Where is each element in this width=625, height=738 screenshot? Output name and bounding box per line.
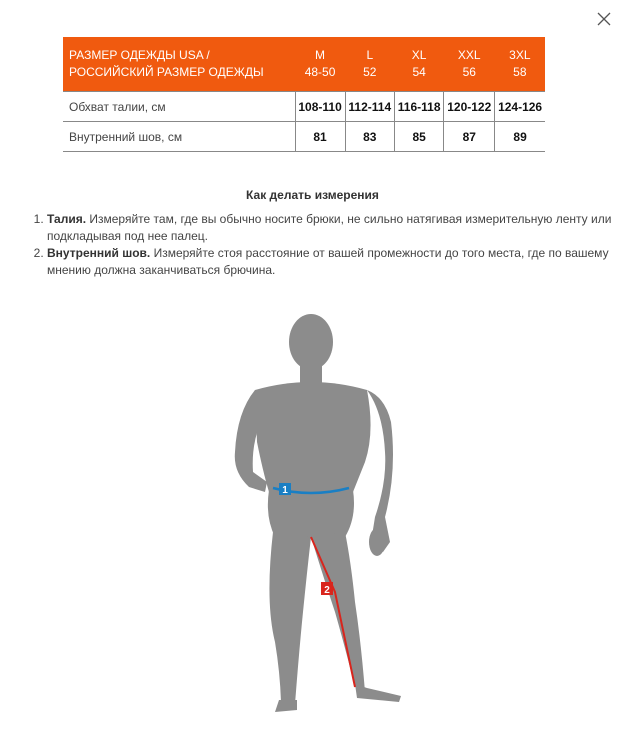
- header-label-line2: РОССИЙСКИЙ РАЗМЕР ОДЕЖДЫ: [69, 65, 264, 79]
- list-item: [47, 211, 625, 245]
- measure-steps: [34, 211, 625, 279]
- step-term: Внутренний шов.: [47, 246, 151, 260]
- size-ru: 58: [513, 65, 527, 79]
- header-label: [63, 37, 295, 92]
- table-cell: 85: [394, 122, 443, 152]
- row-label: Обхват талии, см: [63, 92, 295, 122]
- size-us: XXL: [457, 48, 481, 62]
- inseam-marker-label: 2: [324, 585, 330, 596]
- size-us: M: [315, 48, 326, 62]
- size-col-l: [345, 37, 394, 92]
- table-cell: 89: [495, 122, 545, 152]
- table-cell: 112-114: [345, 92, 394, 122]
- table-cell: 124-126: [495, 92, 545, 122]
- table-row-inseam: [63, 122, 545, 152]
- size-ru: 54: [412, 65, 426, 79]
- size-us: L: [366, 48, 374, 62]
- waist-marker-label: 1: [282, 485, 288, 496]
- size-us: XL: [411, 48, 427, 62]
- size-col-3xl: [495, 37, 545, 92]
- table-cell: 108-110: [295, 92, 345, 122]
- size-us: 3XL: [509, 48, 531, 62]
- row-label: Внутренний шов, см: [63, 122, 295, 152]
- size-ru: 56: [462, 65, 476, 79]
- list-item: [47, 245, 625, 279]
- table-cell: 120-122: [444, 92, 495, 122]
- size-table: [63, 37, 545, 152]
- size-col-m: [295, 37, 345, 92]
- table-cell: 81: [295, 122, 345, 152]
- table-cell: 87: [444, 122, 495, 152]
- table-cell: 83: [345, 122, 394, 152]
- size-col-xl: [394, 37, 443, 92]
- table-row-waist: [63, 92, 545, 122]
- header-label-line1: РАЗМЕР ОДЕЖДЫ USA /: [69, 48, 210, 62]
- size-table-header: [63, 37, 545, 92]
- body-measurement-figure: [215, 312, 415, 717]
- close-button[interactable]: [595, 10, 613, 28]
- table-cell: 116-118: [394, 92, 443, 122]
- close-icon: [595, 10, 613, 28]
- step-text: Измеряйте стоя расстояние от вашей промежности до того места, где по вашему мнению должна заканчиваться брючина.: [47, 246, 609, 277]
- how-to-measure-title: Как делать измерения: [246, 188, 379, 202]
- size-ru: 52: [363, 65, 377, 79]
- size-ru: 48-50: [304, 65, 336, 79]
- human-silhouette: [235, 314, 401, 712]
- step-term: Талия.: [47, 212, 87, 226]
- step-text: Измеряйте там, где вы обычно носите брюки, не сильно натягивая измерительную ленту или подкладывая под нее палец.: [47, 212, 612, 243]
- size-col-xxl: [444, 37, 495, 92]
